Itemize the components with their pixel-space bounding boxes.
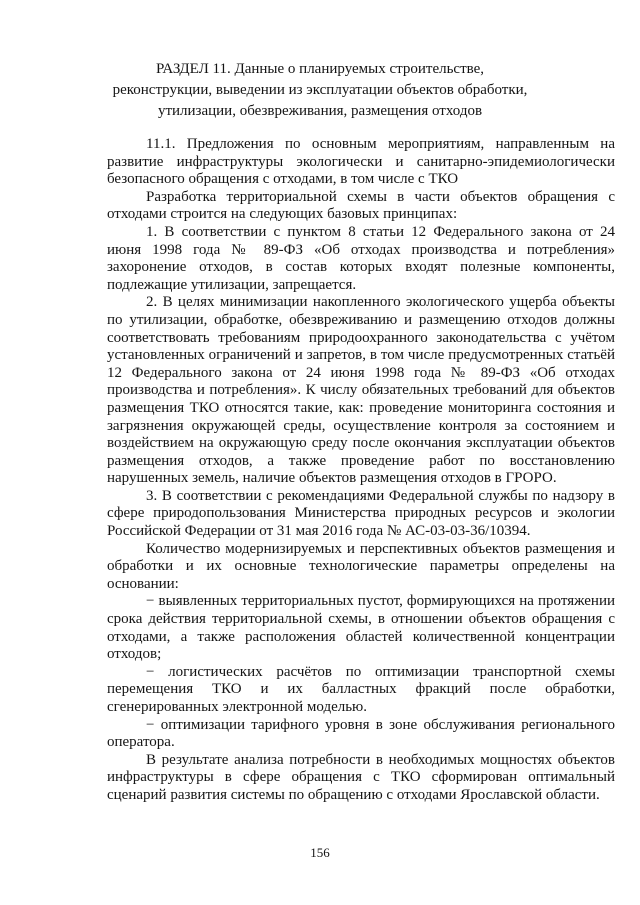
page-number: 156	[310, 845, 330, 860]
paragraph-basis-item-2: − логистических расчётов по оптимизации транспортной схемы перемещения ТКО и их балластных фракций после обработки, сгенерированных электронной моделью.	[107, 663, 615, 715]
paragraph-11-1: 11.1. Предложения по основным мероприятиям, направленным на развитие инфраструктуры экологически и санитарно-эпидемиологически безопасного обращения с отходами, в том числе с ТКО	[107, 136, 615, 188]
paragraph-principle-3: 3. В соответствии с рекомендациями Федеральной службы по надзору в сфере природопользования Министерства природных ресурсов и экологии Российской Федерации от 31 мая 2016 года № АС-03-03-36/10394.	[107, 487, 615, 540]
paragraph-basis-item-3: − оптимизации тарифного уровня в зоне обслуживания регионального оператора.	[107, 716, 615, 751]
body-text	[107, 136, 615, 805]
paragraph-principle-2: 2. В целях минимизации накопленного экологического ущерба объекты по утилизации, обработке, обезвреживанию и размещению отходов должны соответствовать требованиям природоохранного законодательства с учётом установленных ограничений и запретов, в том числе предусмотренных статьёй 12 Федерального закона от 24 июня 1998 года № 89-ФЗ «Об отходах производства и потребления». К числу обязательных требований для объектов размещения ТКО относятся такие, как: проведение мониторинга состояния и загрязнения окружающей среды, осуществление контроля за состоянием и воздействием на окружающую среду после окончания эксплуатации объектов размещения отходов, а также проведение работ по восстановлению нарушенных земель, наличие объектов размещения отходов в ГРОРО.	[107, 294, 615, 487]
section-heading: РАЗДЕЛ 11. Данные о планируемых строительстве, реконструкции, выведении из эксплуатации объектов обработки, утилизации, обезвреживания, размещения отходов	[112, 61, 528, 119]
paragraph-principle-1: 1. В соответствии с пунктом 8 статьи 12 Федерального закона от 24 июня 1998 года № 89-ФЗ «Об отходах производства и потребления» захоронение отходов, в состав которых входят полезные компоненты, подлежащие утилизации, запрещается.	[107, 223, 615, 293]
paragraph-basis-item-1: − выявленных территориальных пустот, формирующихся на протяжении срока действия территориальной схемы, в отношении объектов обращения с отходами, а также расположения областей количественной концентрации отходов;	[107, 593, 615, 663]
paragraph-principles-intro: Разработка территориальной схемы в части объектов обращения с отходами строится на следующих базовых принципах:	[107, 188, 615, 223]
paragraph-conclusion: В результате анализа потребности в необходимых мощностях объектов инфраструктуры в сфере обращения с ТКО сформирован оптимальный сценарий развития системы по обращению с отходами Ярославской области.	[107, 751, 615, 803]
paragraph-basis-intro: Количество модернизируемых и перспективных объектов размещения и обработки и их основные технологические параметры определены на основании:	[107, 540, 615, 592]
